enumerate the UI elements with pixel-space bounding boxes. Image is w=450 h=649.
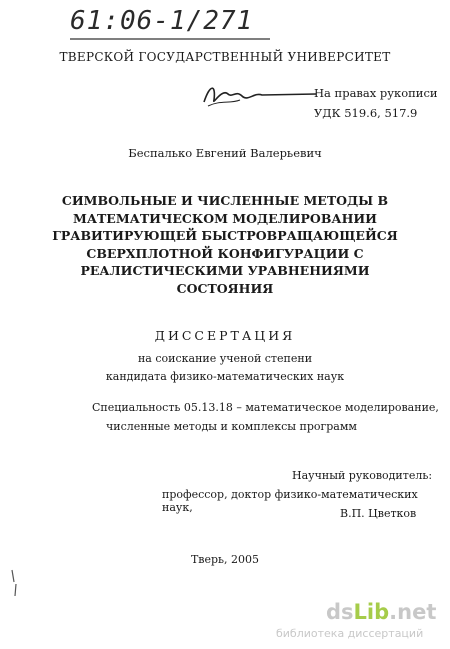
title-line: МАТЕМАТИЧЕСКОМ МОДЕЛИРОВАНИИ <box>72 210 377 226</box>
document-type: ДИССЕРТАЦИЯ <box>154 328 296 343</box>
margin-mark <box>10 568 18 598</box>
title-line: СИМВОЛЬНЫЕ И ЧИСЛЕННЫЕ МЕТОДЫ В <box>61 193 389 208</box>
specialty-line-1: Специальность 05.13.18 – математическое моделирование, <box>92 401 439 414</box>
watermark-logo-lib: Lib <box>353 600 390 624</box>
rights-note: На правах рукописи <box>314 86 438 100</box>
title-line: РЕАЛИСТИЧЕСКИМИ УРАВНЕНИЯМИ <box>80 263 370 279</box>
watermark-logo-ds: ds <box>326 600 354 624</box>
title-line: СВЕРХПЛОТНОЙ КОНФИГУРАЦИИ С <box>86 245 364 261</box>
supervisor-title: профессор, доктор физико-математических наук, <box>162 488 418 514</box>
signature-scribble <box>200 80 320 110</box>
city-year: Тверь, 2005 <box>190 553 260 566</box>
specialty-line-2: численные методы и комплексы программ <box>106 420 357 433</box>
watermark-logo-net: .net <box>389 600 437 624</box>
supervisor-label: Научный руководитель: <box>292 469 433 482</box>
supervisor-name: В.П. Цветков <box>340 507 417 520</box>
udk-code: УДК 519.6, 517.9 <box>314 106 418 120</box>
handwritten-underline <box>70 38 270 40</box>
handwritten-archive-code: 61:06-1/271 <box>70 6 254 36</box>
title-line: ГРАВИТИРУЮЩЕЙ БЫСТРОВРАЩАЮЩЕЙСЯ <box>52 228 398 244</box>
author-name: Беспалько Евгений Валерьевич <box>128 146 322 160</box>
title-line: СОСТОЯНИЯ <box>176 280 274 296</box>
dissertation-title <box>40 192 410 298</box>
watermark-logo <box>326 600 436 624</box>
watermark-caption: библиотека диссертаций <box>276 627 424 640</box>
university-name: ТВЕРСКОЙ ГОСУДАРСТВЕННЫЙ УНИВЕРСИТЕТ <box>59 50 391 64</box>
degree-line-1: на соискание ученой степени <box>137 352 313 365</box>
degree-line-2: кандидата физико-математических наук <box>105 370 345 383</box>
